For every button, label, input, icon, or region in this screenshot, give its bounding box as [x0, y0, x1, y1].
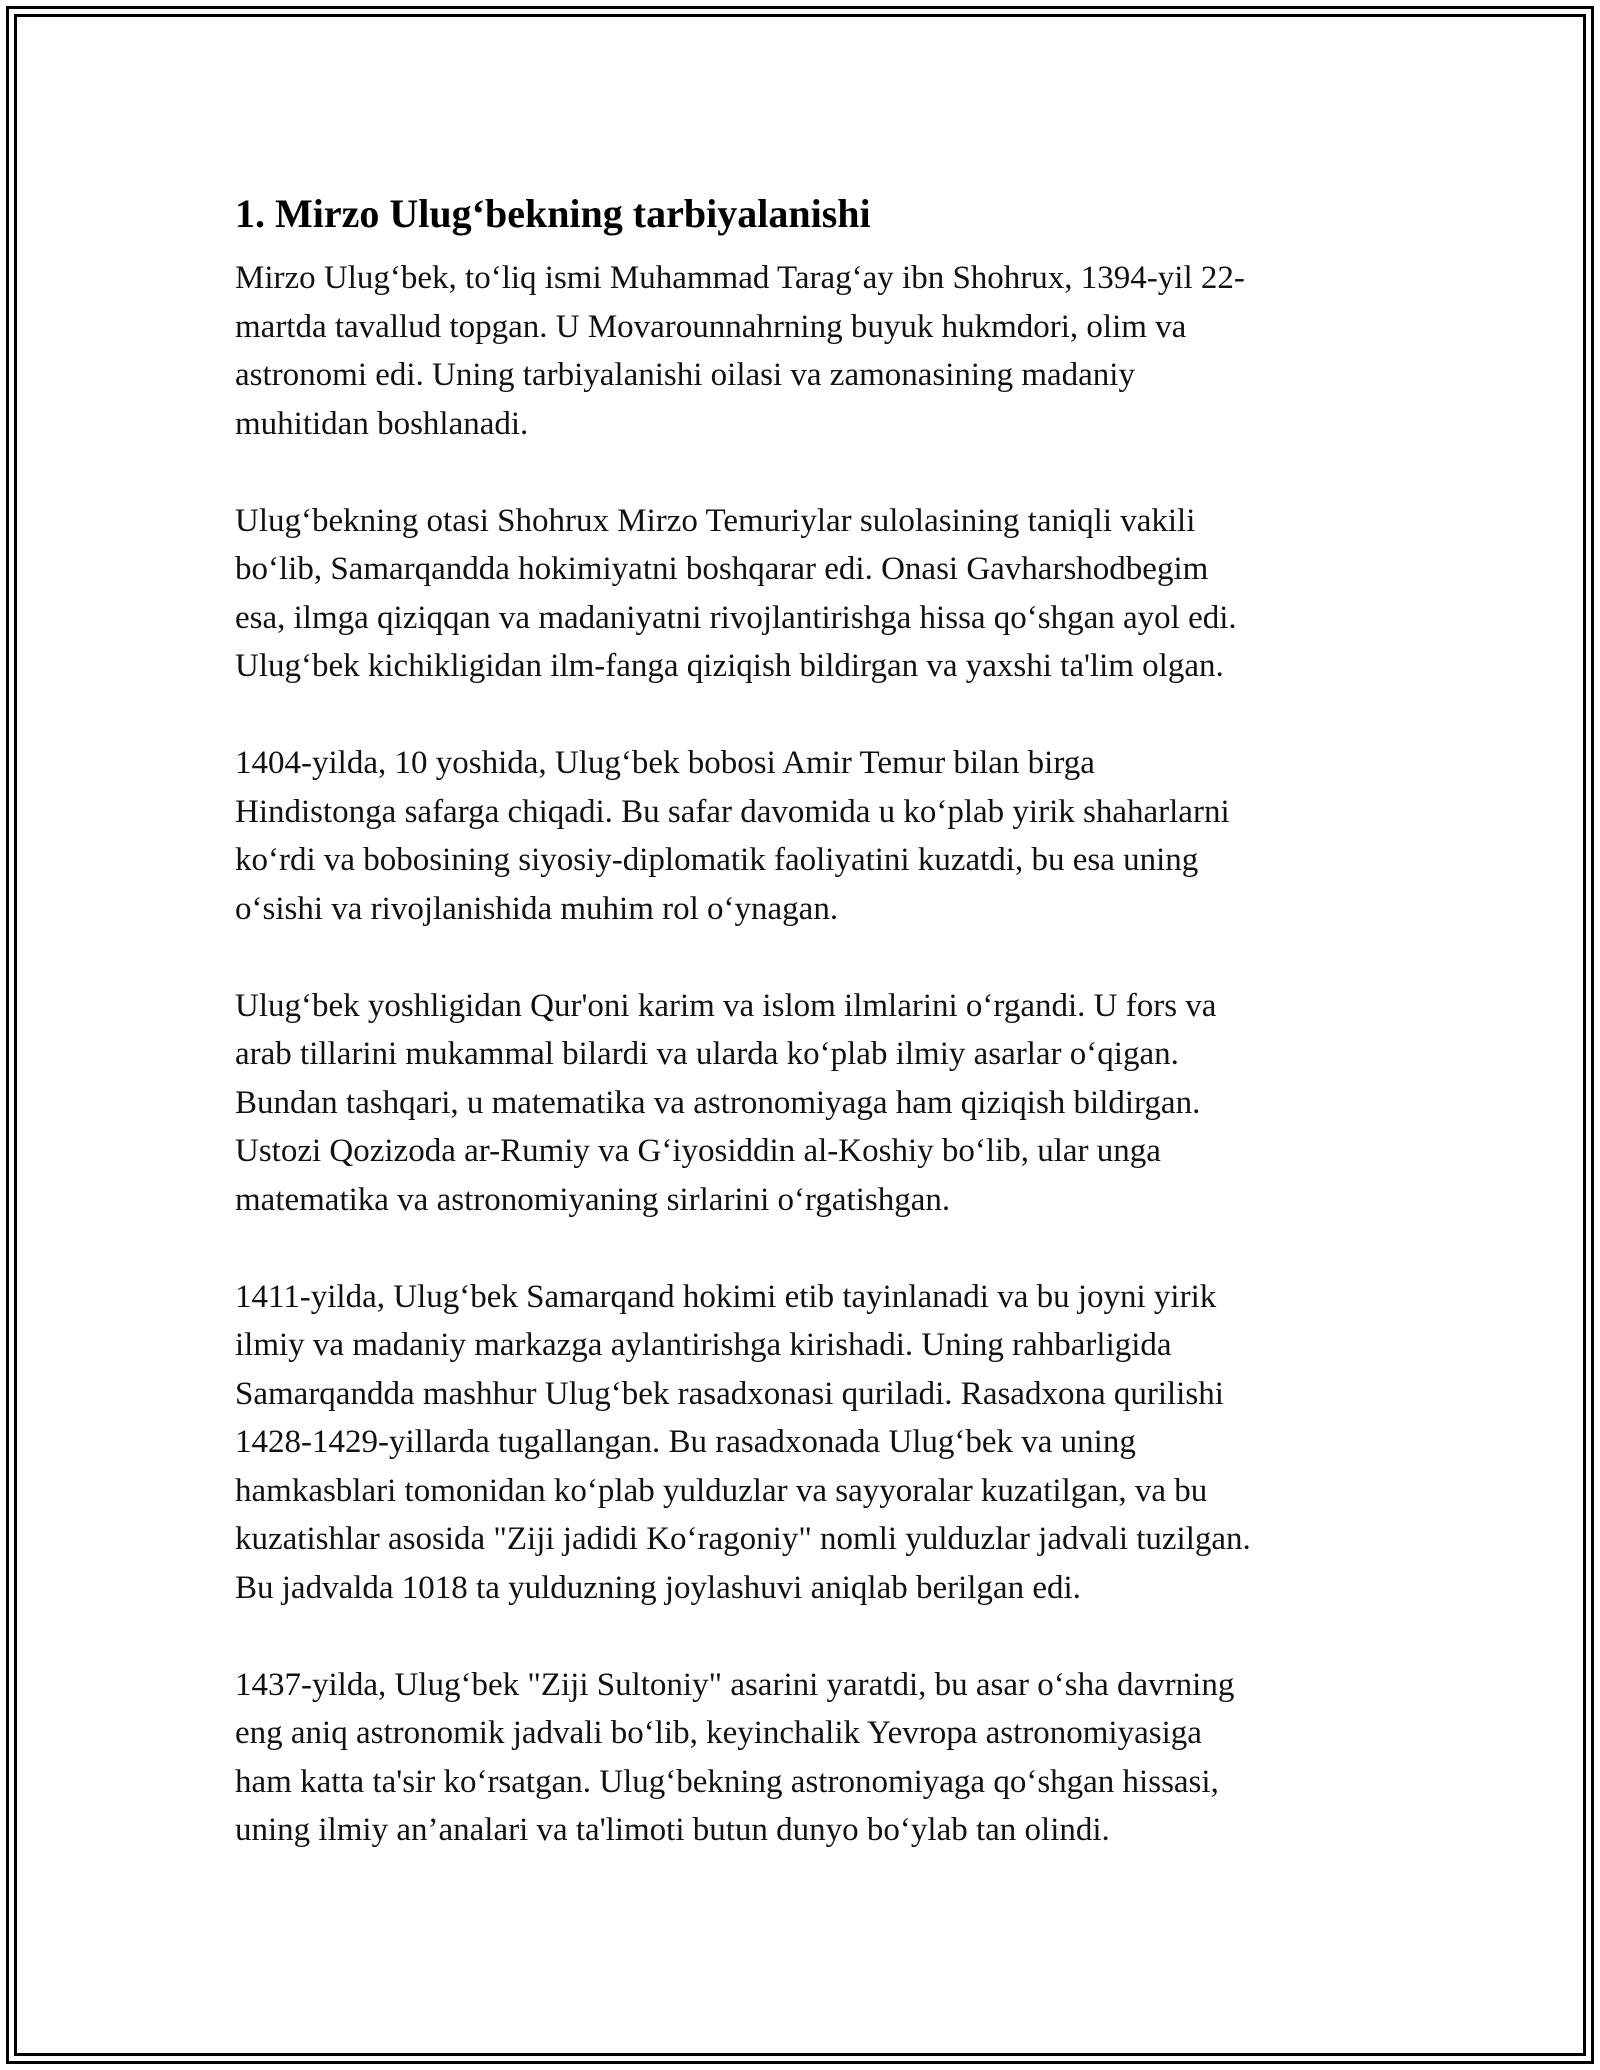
paragraph-line: Ulug‘bek kichikligidan ilm-fanga qiziqish bildirgan va yaxshi ta'lim olgan. [235, 648, 1224, 684]
paragraph [235, 254, 1375, 448]
paragraph-line: ham katta ta'sir ko‘rsatgan. Ulug‘bekning astronomiyaga qo‘shgan hissasi, [235, 1763, 1219, 1800]
paragraph-line: Ulug‘bek yoshligidan Qur'oni karim va islom ilmlarini o‘rgandi. U fors va [235, 987, 1217, 1024]
paragraph-line: uning ilmiy an’analari va ta'limoti butun dunyo bo‘ylab tan olindi. [235, 1812, 1110, 1848]
paragraph-line: Mirzo Ulug‘bek, to‘liq ismi Muhammad Tarag‘ay ibn Shohrux, 1394-yil 22- [235, 260, 1245, 296]
paragraph-line: Bundan tashqari, u matematika va astronomiyaga ham qiziqish bildirgan. [235, 1084, 1201, 1121]
paragraph-line: hamkasblari tomonidan ko‘plab yulduzlar va sayyoralar kuzatilgan, va bu [235, 1472, 1208, 1509]
paragraph-line: muhitidan boshlanadi. [235, 405, 529, 442]
paragraph-line: ko‘rdi va bobosining siyosiy-diplomatik faoliyatini kuzatdi, bu esa uning [235, 842, 1199, 878]
paragraph-line: arab tillarini mukammal bilardi va ularda ko‘plab ilmiy asarlar o‘qigan. [235, 1036, 1179, 1072]
paragraph-line: Hindistonga safarga chiqadi. Bu safar davomida u ko‘plab yirik shaharlarni [235, 793, 1230, 830]
paragraph [235, 497, 1375, 691]
paragraph-line: eng aniq astronomik jadvali bo‘lib, keyinchalik Yevropa astronomiyasiga [235, 1715, 1202, 1751]
paragraph-line: 1428-1429-yillarda tugallangan. Bu rasadxonada Ulug‘bek va uning [235, 1424, 1136, 1460]
paragraph [235, 1273, 1375, 1613]
paragraph-line: 1437-yilda, Ulug‘bek "Ziji Sultoniy" asarini yaratdi, bu asar o‘sha davrning [235, 1666, 1235, 1703]
paragraph-list [235, 254, 1375, 1855]
paragraph-line: 1411-yilda, Ulug‘bek Samarqand hokimi etib tayinlanadi va bu joyni yirik [235, 1278, 1217, 1315]
paragraph [235, 1661, 1375, 1855]
paragraph-line: Samarqandda mashhur Ulug‘bek rasadxonasi quriladi. Rasadxona qurilishi [235, 1375, 1224, 1412]
paragraph-line: o‘sishi va rivojlanishida muhim rol o‘ynagan. [235, 890, 839, 927]
paragraph-line: matematika va astronomiyaning sirlarini o‘rgatishgan. [235, 1181, 951, 1218]
paragraph-line: Bu jadvalda 1018 ta yulduzning joylashuvi aniqlab berilgan edi. [235, 1569, 1081, 1606]
paragraph [235, 739, 1375, 933]
paragraph-line: martda tavallud topgan. U Movarounnahrning buyuk hukmdori, olim va [235, 308, 1187, 345]
paragraph-line: astronomi edi. Uning tarbiyalanishi oilasi va zamonasining madaniy [235, 357, 1135, 393]
section-heading: 1. Mirzo Ulug‘bekning tarbiyalanishi [235, 191, 871, 236]
paragraph-line: esa, ilmga qiziqqan va madaniyatni rivojlantirishga hissa qo‘shgan ayol edi. [235, 599, 1237, 636]
paragraph-line: Ulug‘bekning otasi Shohrux Mirzo Temuriylar sulolasining taniqli vakili [235, 502, 1196, 539]
paragraph [235, 982, 1375, 1225]
paragraph-line: ilmiy va madaniy markazga aylantirishga kirishadi. Uning rahbarligida [235, 1327, 1172, 1363]
paragraph-line: bo‘lib, Samarqandda hokimiyatni boshqarar edi. Onasi Gavharshodbegim [235, 551, 1209, 587]
paragraph-line: Ustozi Qozizoda ar-Rumiy va G‘iyosiddin al-Koshiy bo‘lib, ular unga [235, 1133, 1161, 1169]
document-body [235, 188, 1375, 1903]
paragraph-line: kuzatishlar asosida "Ziji jadidi Ko‘ragoniy" nomli yulduzlar jadvali tuzilgan. [235, 1521, 1251, 1557]
paragraph-line: 1404-yilda, 10 yoshida, Ulug‘bek bobosi Amir Temur bilan birga [235, 745, 1095, 781]
